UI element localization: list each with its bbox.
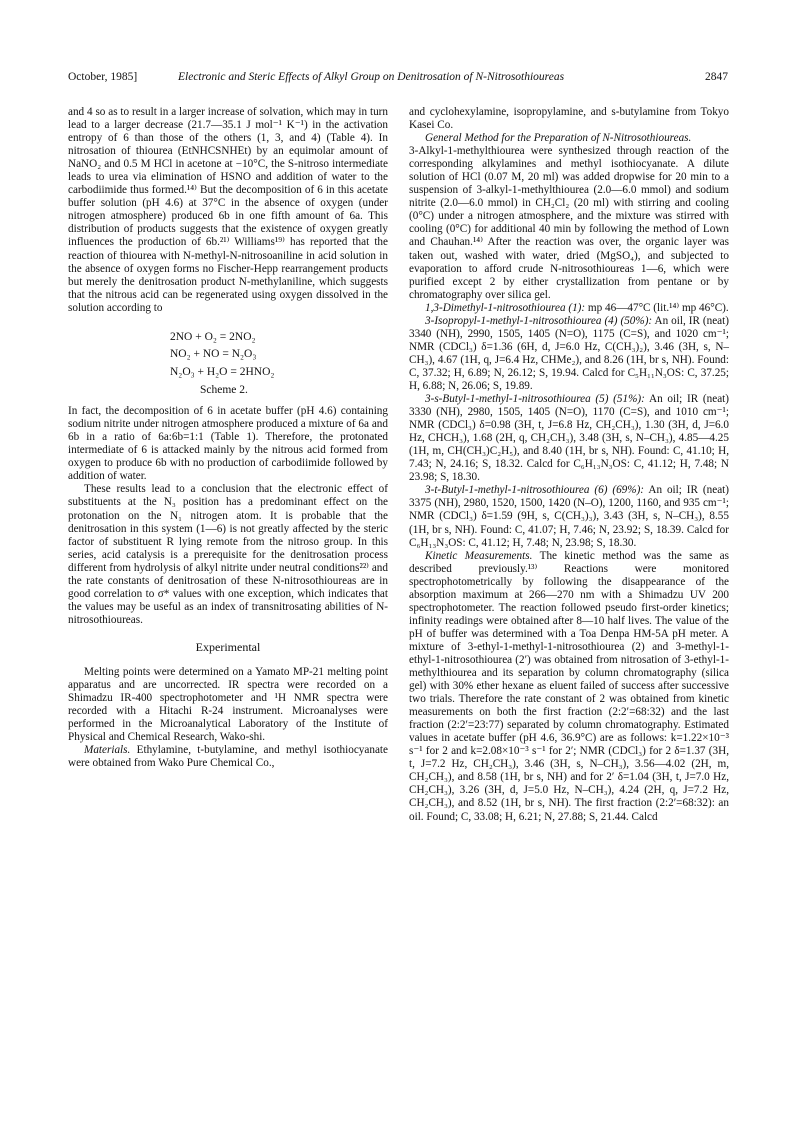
page-number: 2847	[705, 71, 728, 83]
compound-name: 3-Isopropyl-1-methyl-1-nitrosothiourea (4) (50%):	[425, 314, 653, 327]
compound-name: 3-t-Butyl-1-methyl-1-nitrosothiourea (6) (69%):	[425, 484, 645, 497]
paragraph-text: Ethylamine, t-butylamine, and methyl isothiocyanate were obtained from Wako Pure Chemical Co.,	[68, 744, 389, 770]
compound-name: 1,3-Dimethyl-1-nitrosothiourea (1):	[425, 301, 586, 314]
paragraph: 3-Alkyl-1-methylthiourea were synthesized through reaction of the corresponding alkylamines and methyl isothiocyanate. A dilute solution of HCl (0.07 M, 20 ml) was added dropwise for 20 min to a suspension of 3-alkyl-1-methylthiourea (2.0—6.0 mmol) and sodium nitrite (2.0—6.0 mmol) in CH₂Cl₂ (20 ml) with stirring and cooling (0°C) under a nitrogen atmosphere, and the mixture was stirred with cooling (0°C) for additional 40 min by following the method of Lown and Chauhan.¹⁴⁾ After the reaction was over, the organic layer was taken out, washed with water, dried (MgSO₄), and subjected to evaporation to afford crude N-nitrosothioureas 1—6, which were purified except 2 by either crystallization from pentane or by chromatography over silica gel.	[409, 145, 729, 301]
right-column	[409, 106, 729, 824]
compound-data: An oil; IR (neat) 3375 (NH), 2980, 1520, 1500, 1420 (N–O), 1200, 1160, and 935 cm⁻¹; NMR (CDCl₃) δ=1.59 (9H, s, C(CH₃)₃), 3.43 (3H, s, N–CH₃), 8.55 (1H, br s, NH). Found: C, 41.07; H, 7.46; N, 23.92; S, 18.39. Calcd for C₆H₁₃N₃OS: C, 41.12; H, 7.48; N, 23.98; S, 18.30.	[409, 484, 729, 549]
scheme-equation: N₂O₃ + H₂O = 2HNO₂	[170, 365, 275, 378]
paragraph: These results lead to a conclusion that the electronic effect of substituents at the N₃ position has a predominant effect on the protonation on the N₁ nitrogen atom. It is probable that the denitrosation in this system (1—6) is not greatly affected by the steric factor of substituent R lying remote from the nitroso group. In this series, acid catalysis is a prerequisite for the denitrosation process different from hydrolysis of alkyl nitrite under neutral conditions²²⁾ and the rate constants of denitrosation of these N-nitrosothioureas are in good correlation to σ* values with one exception, which indicates that the values may be useful as an index of transnitrosating abilities of N-nitrosothioureas.	[68, 483, 388, 626]
subsection-label: General Method for the Preparation of N-Nitrosothioureas.	[425, 132, 692, 145]
compound-entry	[409, 484, 729, 549]
compound-entry	[409, 302, 729, 315]
issue-date: October, 1985]	[68, 71, 138, 83]
paragraph	[409, 550, 729, 824]
subsection-heading	[409, 132, 729, 145]
compound-data: An oil; IR (neat) 3330 (NH), 2980, 1505, 1405 (N=O), 1170 (C=S), and 1010 cm⁻¹; NMR (CDCl₃) δ=0.98 (3H, t, J=6.8 Hz, CH₂CH₃), 1.30 (3H, d, J=6.0 Hz, CHCH₃), 1.68 (2H, q, CH₂CH₃), 3.48 (3H, s, N–CH₃), 4.85—4.25 (1H, m, CH(CH₃)C₂H₅), and 8.40 (1H, br s, NH). Found: C, 41.10; H, 7.43; N, 24.16; S, 18.32. Calcd for C₆H₁₃N₃OS: C, 41.12; H, 7.48; N 23.98; S, 18.30.	[409, 393, 729, 484]
section-heading-experimental: Experimental	[195, 639, 261, 654]
paragraph-text: The kinetic method was the same as described previously.¹³⁾ Reactions were monitored spectrophotometrically by following the disappearance of the absorption maximum at 266—270 nm with a Shimadzu UV 200 spectrophotometer. The reaction followed pseudo first-order kinetics; infinity readings were obtained after 8—10 half lives. The value of the pH of buffer was determined with a Toa Denpa HM-5A pH meter. A mixture of 3-ethyl-1-methyl-1-nitrosothiourea (2) and 3-methyl-1-ethyl-1-nitrosothiourea (2′) was obtained from nitrosation of 3-ethyl-1-methylthiourea and its separation by column chromatography (silica gel) with 30% ether hexane as eluent failed of success after successive two trials. Therefore the rate constant of 2 was obtained from kinetic measurements on both the first fraction (2:2′=68:32) and the last fraction (2:2′=23:77) separated by column chromatography. Estimated values in acetate buffer (pH 4.6, 36.9°C) are as follows: k=1.22×10⁻³ s⁻¹ for 2 and k=2.08×10⁻³ s⁻¹ for 2′; NMR (CDCl₃) for 2 δ=1.37 (3H, t, J=7.2 Hz, CH₂CH₃), 3.46 (3H, s, N–CH₃), 3.56—4.02 (2H, m, CH₂CH₃), and 8.58 (1H, br s, NH) and for 2′ δ=1.04 (3H, t, J=7.0 Hz, CH₂CH₃), 3.26 (3H, d, J=5.0 Hz, N–CH₃), 4.24 (2H, q, J=7.2 Hz, CH₂CH₃), and 8.52 (1H, br s, NH). The first fraction (2:2′=68:32): an oil. Found; C, 33.08; H, 6.21; N, 27.88; S, 21.44. Calcd	[409, 549, 729, 823]
running-header	[68, 71, 728, 89]
compound-data: An oil, IR (neat) 3340 (NH), 2990, 1505, 1405 (N=O), 1175 (C=S), and 1020 cm⁻¹; NMR (CDCl₃) δ=1.36 (6H, d, J=6.0 Hz, C(CH₃)₂), 3.46 (3H, s, N–CH₃), 4.67 (1H, q, J=6.4 Hz, CHMe₂), and 8.26 (1H, br s, NH). Found: C, 37.32; H, 6.89; N, 26.12; S, 19.94. Calcd for C₅H₁₁N₃OS: C, 37.25; H, 6.88; N, 26.06; S, 19.89.	[409, 314, 729, 392]
paragraph: Melting points were determined on a Yamato MP-21 melting point apparatus and are uncorrected. IR spectra were recorded on a Shimadzu IR-400 spectrophotometer and ¹H NMR spectra were recorded with a Hitachi R-24 instrument. Microanalyses were performed in the Microanalytical Laboratory of the Institute of Physical and Chemical Research, Wako-shi.	[68, 665, 388, 744]
scheme-2	[68, 329, 388, 399]
compound-data: mp 46—47°C (lit.¹⁴⁾ mp 46°C).	[587, 301, 729, 314]
compound-name: 3-s-Butyl-1-methyl-1-nitrosothiourea (5) (51%):	[425, 393, 645, 406]
left-column	[68, 106, 388, 770]
running-title: Electronic and Steric Effects of Alkyl Group on Denitrosation of N-Nitrosothioureas	[178, 71, 565, 83]
paragraph: In fact, the decomposition of 6 in acetate buffer (pH 4.6) containing sodium nitrite under nitrogen atmosphere produced a mixture of 6a and 6b in a ratio of 6a:6b=1:1 (Table 1). Therefore, the protonated intermediate of 6 is attacked mainly by the nitrous acid formed from oxygen to produce 6b with no production of carbodiimide followed by addition of water.	[68, 405, 388, 483]
scheme-equation: NO₂ + NO = N₂O₃	[170, 348, 257, 361]
subsection-label: Kinetic Measurements.	[425, 549, 533, 562]
paragraph: and cyclohexylamine, isopropylamine, and s-butylamine from Tokyo Kasei Co.	[409, 106, 729, 132]
scheme-equation: 2NO + O₂ = 2NO₂	[170, 330, 256, 343]
subsection-label: Materials.	[84, 744, 131, 757]
compound-entry	[409, 393, 729, 484]
compound-entry	[409, 315, 729, 393]
paragraph	[68, 744, 388, 770]
paragraph: and 4 so as to result in a larger increase of solvation, which may in turn lead to a larger decrease (21.7—35.1 J mol⁻¹ K⁻¹) in the activation entropy of 6 than those of the others (1, 3, and 4) (Table 4). In nitrosation of thiourea (EtNHCSNHEt) by an equimolar amount of NaNO₂ and 0.5 M HCl in acetone at −10°C, the S-nitroso intermediate leads to urea via elimination of HSNO and addition of water to the carbodiimide thus formed.¹⁴⁾ But the decomposition of 6 in this acetate buffer solution (pH 4.6) at 37°C in the absence of oxygen (under nitrogen atmosphere) produced 6b in one fifth amount of 6a. This distribution of products suggests that the existence of oxygen greatly influences the production of 6b.²¹⁾ Williams¹⁹⁾ has reported that the reaction of thiourea with N-methyl-N-nitrosoaniline in acid solution in the absence of oxygen forms no Fischer-Hepp rearrangement products but merely the denitrosation product N-methylaniline, which suggests that the nitrous acid can be regenerated using oxygen dissolved in the solution according to	[68, 106, 388, 314]
scheme-caption: Scheme 2.	[200, 383, 248, 396]
